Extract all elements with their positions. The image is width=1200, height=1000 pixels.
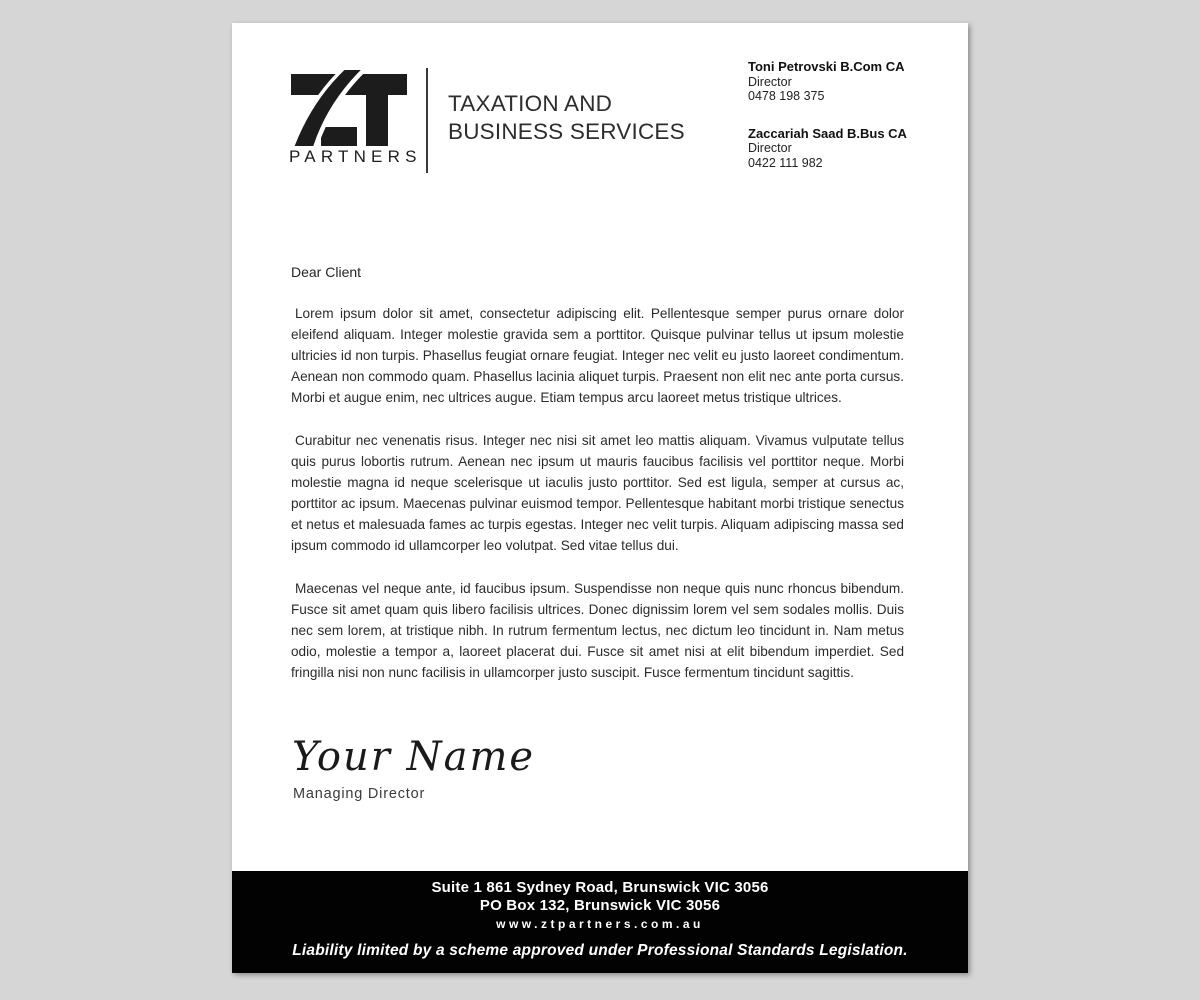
contact-title: Director <box>748 74 792 89</box>
contact-title: Director <box>748 141 792 155</box>
tagline-line1: TAXATION AND <box>448 91 613 116</box>
letter-paragraph: Lorem ipsum dolor sit amet, consectetur adipiscing elit. Pellentesque semper purus ornare dolor eleifend aliquam. Integer molestie gravida sem a porttitor. Quisque pulvinar tellus ut ipsum molestie ultricies id non turpis. Phasellus feugiat ornare feugiat. Integer nec velit eu justo laoreet condimentum. Aenean non commodo quam. Phasellus lacinia aliquet turpis. Praesent non elit nec ante porta cursus. Morbi et augue enim, nec ultrices augue. Etiam tempus arcu laoreet metus tristique ultrices. <box>291 306 904 405</box>
tagline-line2: BUSINESS SERVICES <box>448 118 685 144</box>
zt-logo-icon <box>290 64 408 146</box>
salutation: Dear Client <box>291 264 362 280</box>
footer-bar <box>232 871 968 973</box>
footer-address-line1: Suite 1 861 Sydney Road, Brunswick VIC 3056 <box>431 879 769 896</box>
signature-block <box>292 731 535 802</box>
signature-name: Your Name <box>292 734 536 780</box>
contact-card <box>748 127 948 171</box>
letterhead-page <box>232 23 968 973</box>
letter-paragraph: Curabitur nec venenatis risus. Integer nec nisi sit amet leo mattis aliquam. Vivamus vulputate tellus quis purus lobortis rutrum. Aenean nec ipsum ut mauris faucibus facilisis vel porttitor neque. Morbi molestie magna id neque scelerisque ut iaculis justo porttitor. Sed est ligula, semper at cursus ac, porttitor ac ipsum. Maecenas pulvinar euismod tempor. Pellentesque habitant morbi tristique senectus et netus et malesuada fames ac turpis egestas. Integer nec velit turpis. Aliquam adipiscing massa sed ipsum commodo id ullamcorper leo volutpat. Sed vitae tellus dui. <box>291 433 904 553</box>
footer-website: www.ztpartners.com.au <box>496 917 704 931</box>
director-contacts <box>748 60 948 193</box>
logo-wordmark: PARTNERS <box>289 147 422 166</box>
letter-body <box>291 263 904 683</box>
letter-paragraph: Maecenas vel neque ante, id faucibus ipsum. Suspendisse non neque quis nunc rhoncus bibendum. Fusce sit amet quam quis libero facilisis ultrices. Donec dignissim lorem vel sem sodales mollis. Duis nec sem lorem, at tristique nibh. In rutrum fermentum lectus, nec dictum leo tincidunt in. Nam metus odio, molestie a tempor a, laoreet placerat dui. Fusce sit amet nisi at elit bibendum imperdiet. Sed fringilla nisi non nunc facilisis in ullamcorper justo suscipit. Fusce fermentum tincidunt sagittis. <box>291 581 904 680</box>
signature-title: Managing Director <box>293 786 426 802</box>
contact-name: Zaccariah Saad B.Bus CA <box>748 125 907 141</box>
contact-phone: 0478 198 375 <box>748 89 825 103</box>
contact-card <box>748 60 948 104</box>
footer-disclaimer: Liability limited by a scheme approved under Professional Standards Legislation. <box>292 942 908 959</box>
company-tagline <box>448 90 685 145</box>
contact-name: Toni Petrovski B.Com CA <box>748 59 905 74</box>
footer-address-line2: PO Box 132, Brunswick VIC 3056 <box>479 897 721 914</box>
contact-phone: 0422 111 982 <box>748 155 823 170</box>
header-divider <box>426 68 428 173</box>
